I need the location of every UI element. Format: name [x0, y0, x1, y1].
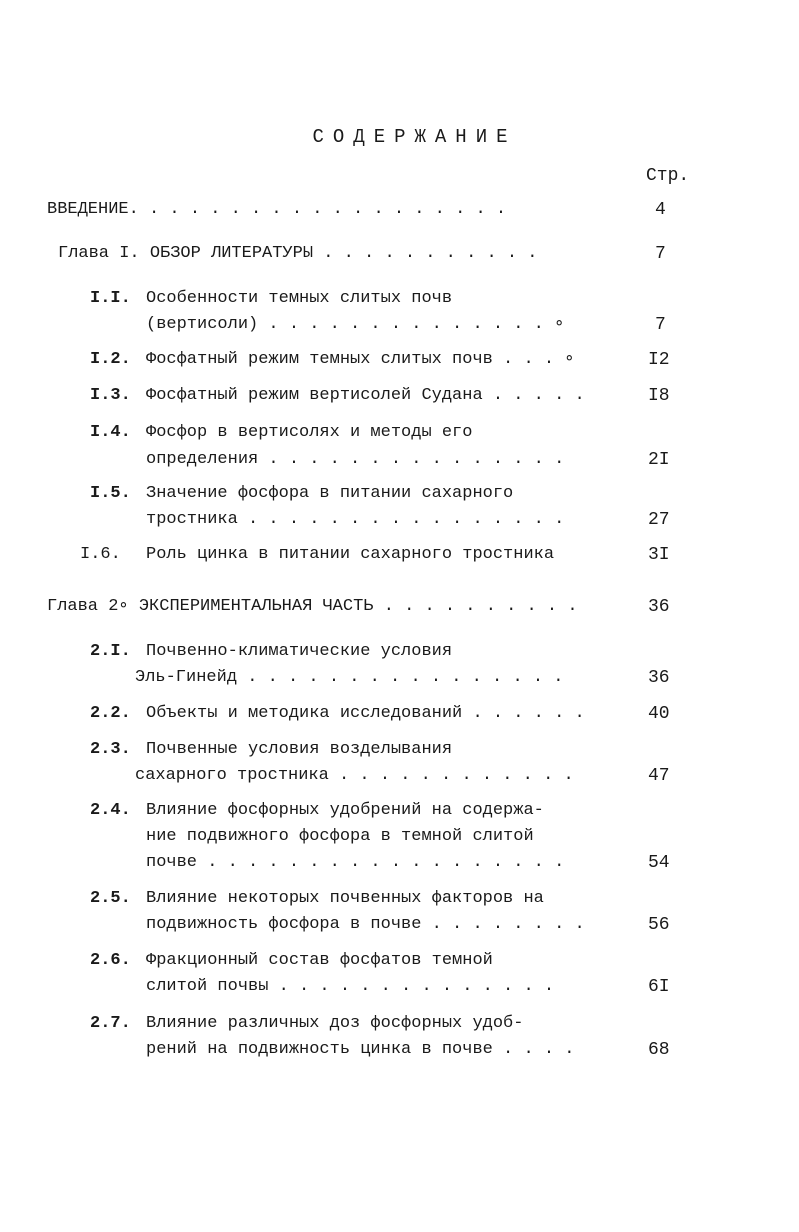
toc-entry-1-5-line2: тростника . . . . . . . . . . . . . . . .: [146, 510, 565, 529]
toc-entry-2-2: Объекты и методика исследований . . . . . .: [146, 704, 585, 723]
toc-entry-2-5-line1: Влияние некоторых почвенных факторов на: [146, 889, 544, 908]
toc-entry-2-1-line1: Почвенно-климатические условия: [146, 642, 453, 661]
toc-number-2-4: 2.4.: [90, 801, 131, 820]
toc-number-1-1: I.I.: [90, 289, 131, 308]
toc-number-1-3: I.3.: [90, 386, 131, 405]
toc-page-2-1: 36: [648, 668, 670, 688]
toc-entry-2-7-line1: Влияние различных доз фосфорных удоб-: [146, 1014, 524, 1033]
toc-page-2-5: 56: [648, 915, 670, 935]
toc-entry-1-6: Роль цинка в питании сахарного тростника: [146, 545, 555, 564]
toc-number-2-2: 2.2.: [90, 704, 131, 723]
toc-entry-chapter-2: Глава 2∘ ЭКСПЕРИМЕНТАЛЬНАЯ ЧАСТЬ . . . . . . . . . .: [47, 597, 578, 616]
toc-page-intro: 4: [655, 200, 666, 220]
toc-entry-1-4-line1: Фосфор в вертисолях и методы его: [146, 423, 473, 442]
toc-page-2-4: 54: [648, 853, 670, 873]
toc-number-2-6: 2.6.: [90, 951, 131, 970]
toc-entry-1-3: Фосфатный режим вертисолей Судана . . . . .: [146, 386, 585, 405]
toc-page-2-7: 68: [648, 1040, 670, 1060]
toc-page-2-3: 47: [648, 766, 670, 786]
toc-number-1-4: I.4.: [90, 423, 131, 442]
toc-page-chapter-2: 36: [648, 597, 670, 617]
toc-number-1-6: I.6.: [80, 545, 121, 564]
toc-page-1-4: 2I: [648, 450, 670, 470]
toc-number-2-3: 2.3.: [90, 740, 131, 759]
toc-page-1-2: I2: [648, 350, 670, 370]
toc-page-chapter-1: 7: [655, 244, 666, 264]
toc-entry-intro: ВВЕДЕНИЕ. . . . . . . . . . . . . . . . . . .: [47, 200, 507, 219]
toc-entry-2-7-line2: рений на подвижность цинка в почве . . . .: [146, 1040, 575, 1059]
toc-number-2-5: 2.5.: [90, 889, 131, 908]
page-title: СОДЕРЖАНИЕ: [312, 126, 517, 148]
toc-entry-2-5-line2: подвижность фосфора в почве . . . . . . . .: [146, 915, 585, 934]
toc-page-1-1: 7: [655, 315, 666, 335]
toc-number-1-2: I.2.: [90, 350, 131, 369]
toc-number-2-1: 2.I.: [90, 642, 131, 661]
toc-entry-1-4-line2: определения . . . . . . . . . . . . . . .: [146, 450, 565, 469]
toc-entry-1-2: Фосфатный режим темных слитых почв . . . ∘: [146, 350, 575, 369]
toc-entry-2-4-line2: ние подвижного фосфора в темной слитой: [146, 827, 534, 846]
toc-entry-1-5-line1: Значение фосфора в питании сахарного: [146, 484, 514, 503]
toc-page-1-6: 3I: [648, 545, 670, 565]
pages-column-heading: Стр.: [646, 166, 690, 186]
toc-entry-2-6-line1: Фракционный состав фосфатов темной: [146, 951, 493, 970]
toc-entry-2-4-line3: почве . . . . . . . . . . . . . . . . . .: [146, 853, 565, 872]
toc-entry-1-1-line2: (вертисоли) . . . . . . . . . . . . . . ∘: [146, 315, 565, 334]
toc-page-2-2: 40: [648, 704, 670, 724]
toc-page-1-5: 27: [648, 510, 670, 530]
toc-entry-2-4-line1: Влияние фосфорных удобрений на содержа-: [146, 801, 544, 820]
toc-number-2-7: 2.7.: [90, 1014, 131, 1033]
toc-number-1-5: I.5.: [90, 484, 131, 503]
toc-entry-2-1-line2: Эль-Гинейд . . . . . . . . . . . . . . . .: [135, 668, 564, 687]
toc-entry-chapter-1: Глава I. ОБЗОР ЛИТЕРАТУРЫ . . . . . . . . . . .: [58, 244, 538, 263]
toc-entry-2-6-line2: слитой почвы . . . . . . . . . . . . . .: [146, 977, 555, 996]
toc-entry-2-3-line2: сахарного тростника . . . . . . . . . . . .: [135, 766, 574, 785]
toc-entry-1-1-line1: Особенности темных слитых почв: [146, 289, 453, 308]
toc-entry-2-3-line1: Почвенные условия возделывания: [146, 740, 453, 759]
toc-page-1-3: I8: [648, 386, 670, 406]
toc-page-2-6: 6I: [648, 977, 670, 997]
